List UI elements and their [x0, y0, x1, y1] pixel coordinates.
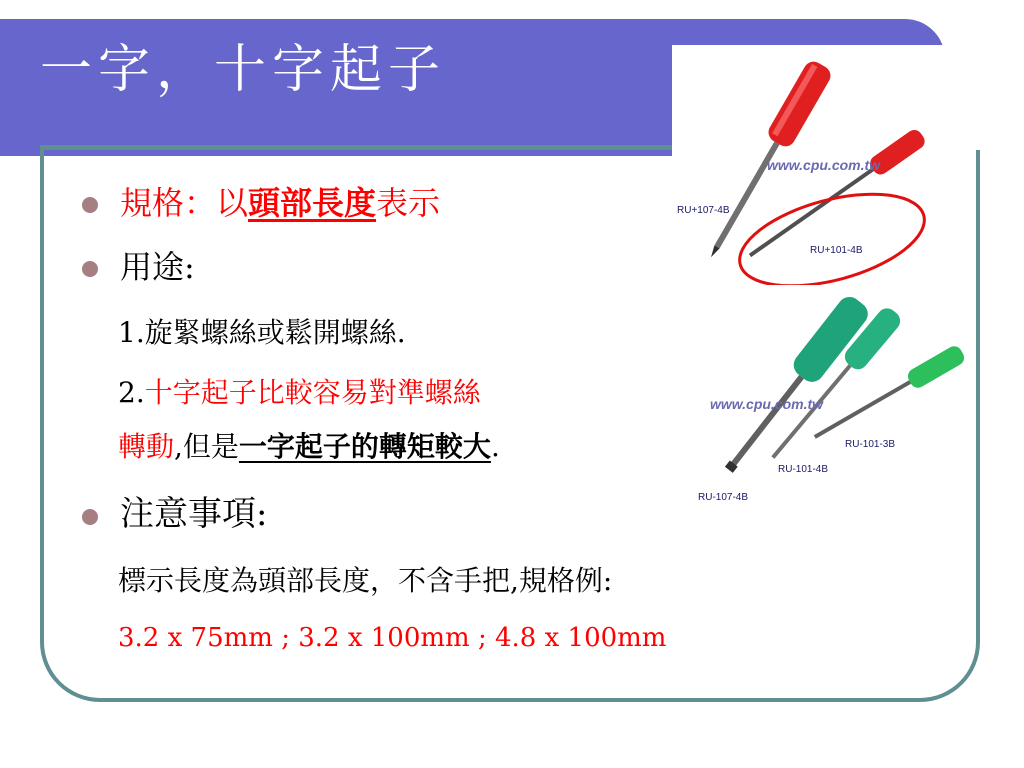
model-label: RU-101-4B	[778, 464, 829, 475]
notes-text: 標示長度為頭部長度，不含手把,規格例:	[118, 564, 613, 597]
bullet-dot	[82, 197, 98, 213]
item-text: ,但是	[174, 430, 239, 463]
usage-item-1: 1.旋緊螺絲或鬆開螺絲.	[118, 316, 406, 349]
item-number: 2.	[118, 376, 145, 409]
item-emphasis: 一字起子的轉矩較大	[238, 430, 491, 463]
usage-item-2-cont	[118, 432, 500, 463]
model-label: RU+101-4B	[810, 245, 863, 256]
model-label: RU-101-3B	[845, 439, 896, 450]
usage-item-2	[118, 378, 481, 409]
watermark: www.cpu.com.tw	[710, 396, 824, 412]
spec-examples: 3.2 x 75mm ; 3.2 x 100mm ; 4.8 x 100mm	[118, 623, 667, 653]
watermark: www.cpu.com.tw	[767, 157, 881, 173]
bullet-dot	[82, 509, 98, 525]
usage-label: 用途:	[120, 248, 195, 286]
model-label: RU+107-4B	[677, 205, 730, 216]
spec-suffix: 表示	[376, 184, 441, 222]
bullet-dot	[82, 261, 98, 277]
notes-label: 注意事項:	[120, 494, 268, 534]
item-text: 轉動	[118, 430, 175, 463]
slide-title: 一字，十字起子	[40, 40, 447, 100]
spec-line	[120, 186, 440, 221]
spec-prefix: 規格：以	[120, 184, 249, 222]
model-label: RU-107-4B	[698, 492, 749, 503]
item-text: 十字起子比較容易對準螺絲	[144, 376, 481, 409]
item-text: .	[490, 430, 500, 463]
spec-emphasis: 頭部長度	[248, 184, 377, 222]
